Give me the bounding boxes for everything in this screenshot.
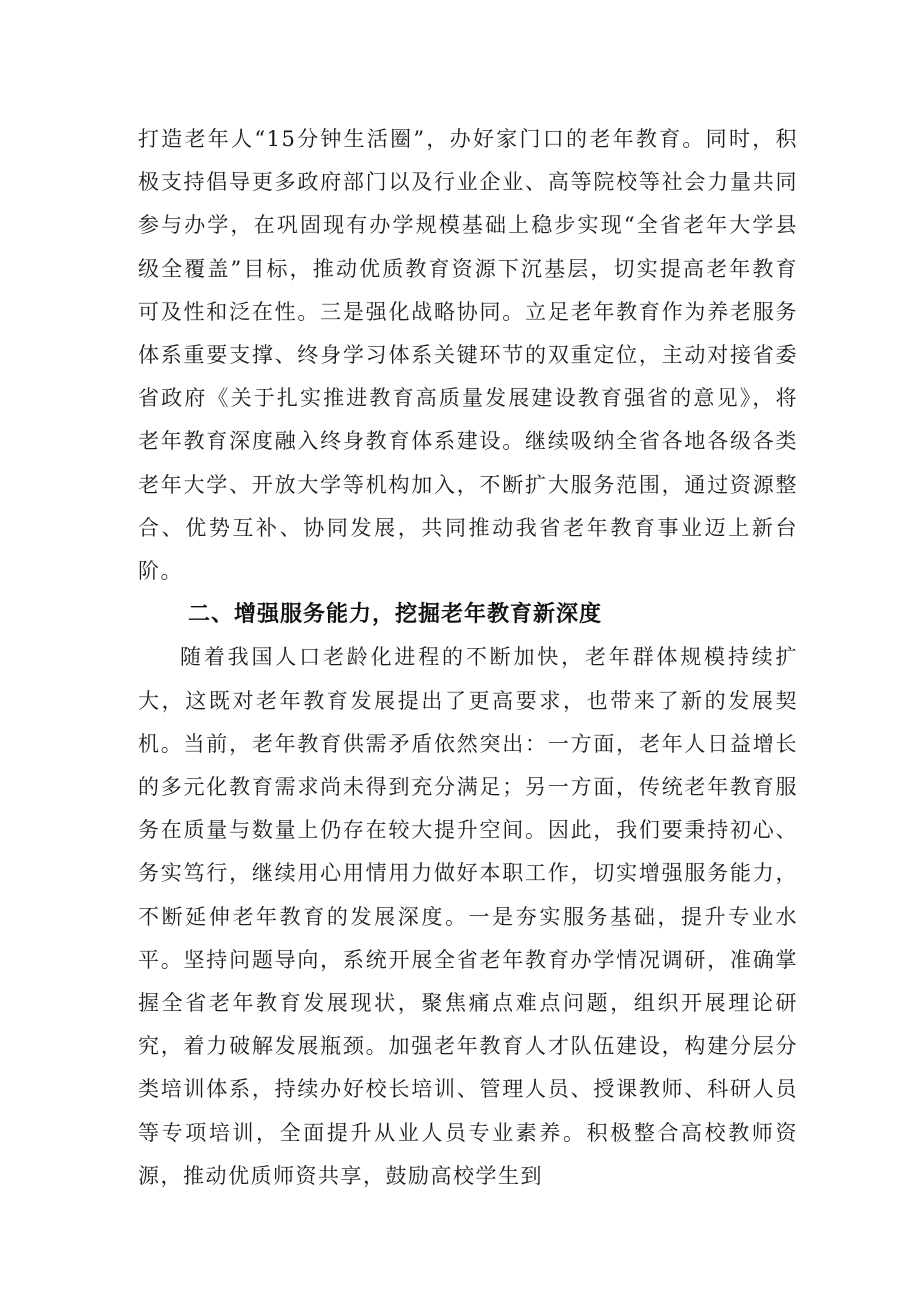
document-body: [138, 118, 798, 1198]
section-heading: 二、增强服务能力，挖掘老年教育新深度: [188, 602, 603, 628]
body-paragraph: 随着我国人口老龄化进程的不断加快，老年群体规模持续扩大，这既对老年教育发展提出了更高要求，也带来了新的发展契机。当前，老年教育供需矛盾依然突出：一方面，老年人日益增长的多元化教育需求尚未得到充分满足；另一方面，传统老年教育服务在质量与数量上仍存在较大提升空间。因此，我们要秉持初心、务实笃行，继续用心用情用力做好本职工作，切实增强服务能力，不断延伸老年教育的发展深度。一是夯实服务基础，提升专业水平。坚持问题导向，系统开展全省老年教育办学情况调研，准确掌握全省老年教育发展现状，聚焦痛点难点问题，组织开展理论研究，着力破解发展瓶颈。加强老年教育人才队伍建设，构建分层分类培训体系，持续办好校长培训、管理人员、授课教师、科研人员等专项培训，全面提升从业人员专业素养。积极整合高校教师资源，推动优质师资共享，鼓励高校学生到: [138, 645, 798, 1188]
body-paragraph: 打造老年人“15分钟生活圈”，办好家门口的老年教育。同时，积极支持倡导更多政府部门以及行业企业、高等院校等社会力量共同参与办学，在巩固现有办学规模基础上稳步实现“全省老年大学县级全覆盖”目标，推动优质教育资源下沉基层，切实提高老年教育可及性和泛在性。三是强化战略协同。立足老年教育作为养老服务体系重要支撑、终身学习体系关键环节的双重定位，主动对接省委省政府《关于扎实推进教育高质量发展建设教育强省的意见》，将老年教育深度融入终身教育体系建设。继续吸纳全省各地各级各类老年大学、开放大学等机构加入，不断扩大服务范围，通过资源整合、优势互补、协同发展，共同推动我省老年教育事业迈上新台阶。: [138, 127, 798, 584]
